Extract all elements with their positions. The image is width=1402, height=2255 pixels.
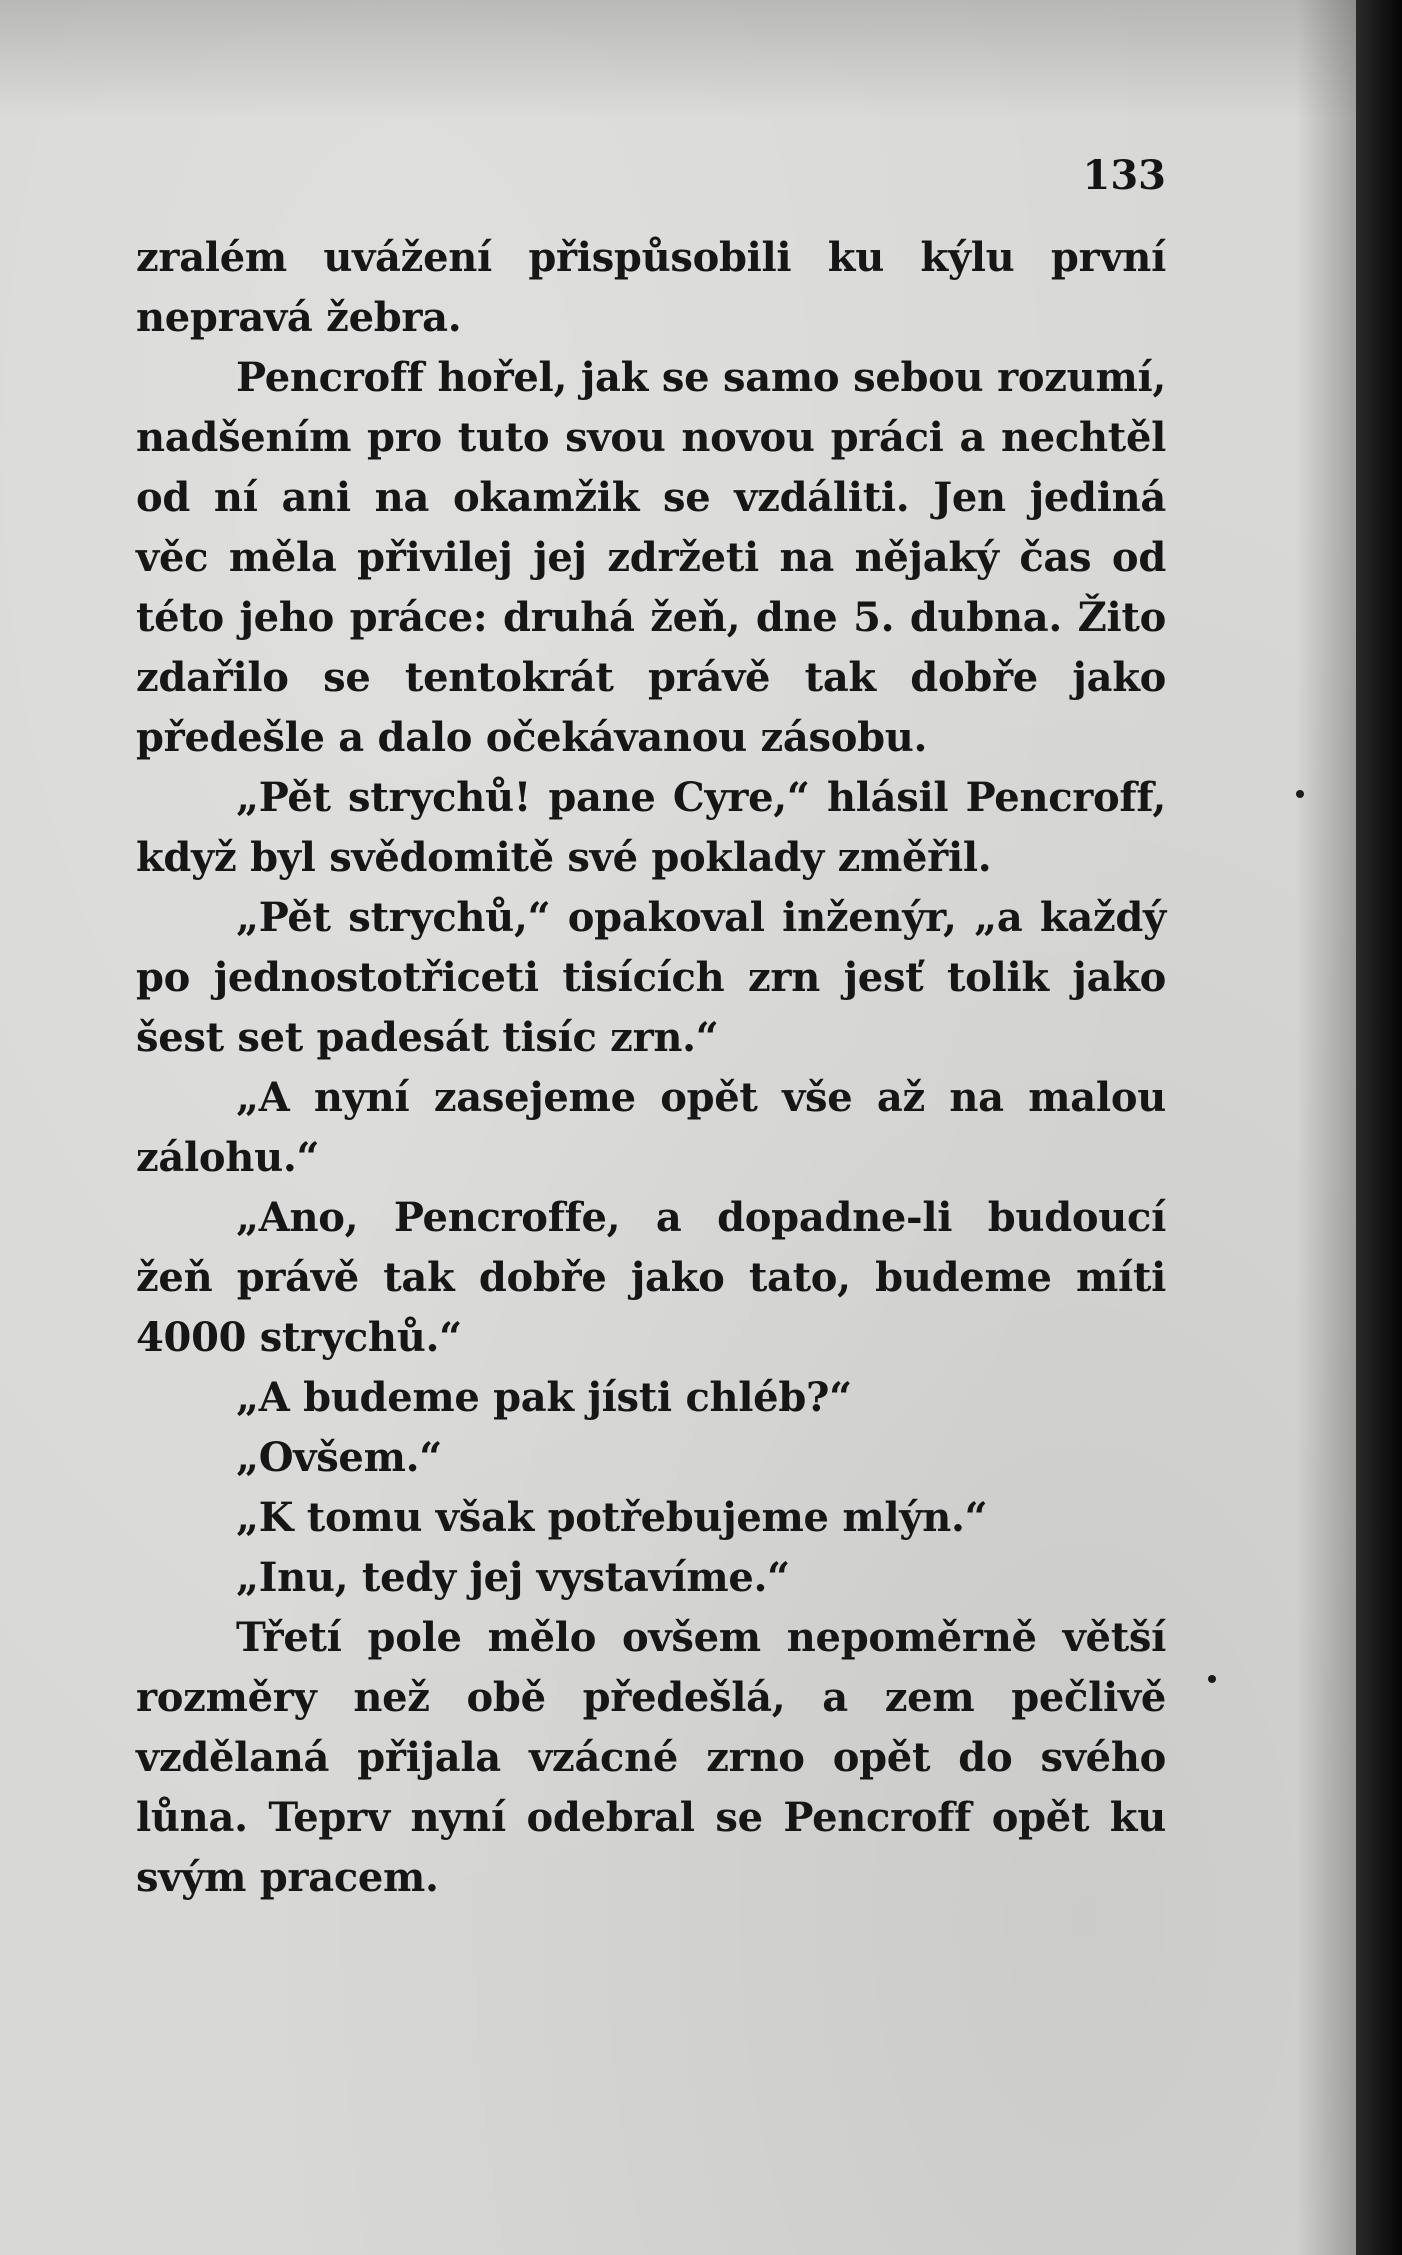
ink-speck	[1296, 790, 1304, 798]
paragraph: „A budeme pak jísti chléb?“	[236, 1374, 852, 1421]
paragraph: „Ano, Pencroffe, a dopadne-li budoucí žeň právě tak dobře jako tato, budeme míti 4000 strychů.“	[136, 1194, 1166, 1361]
paragraph: Pencroff hořel, jak se samo sebou rozumí, nadšením pro tuto svou novou práci a nechtěl od ní ani na okamžik se vzdáliti. Jen jediná věc měla přivilej jej zdržeti na nějaký čas od této jeho práce: druhá žeň, dne 5. dubna. Žito zdařilo se tentokrát právě tak dobře jako předešle a dalo očekávanou zásobu.	[136, 354, 1166, 761]
body-text	[136, 228, 1166, 1908]
paragraph: „K tomu však potřebujeme mlýn.“	[236, 1494, 988, 1541]
paragraph: „Pět strychů! pane Cyre,“ hlásil Pencroff, když byl svědomitě své poklady změřil.	[136, 774, 1166, 881]
page-edge-shadow	[1356, 0, 1402, 2255]
paragraph: „Inu, tedy jej vystavíme.“	[236, 1554, 790, 1601]
paragraph: „Pět strychů,“ opakoval inženýr, „a každý po jednostotřiceti tisících zrn jesť tolik jako šest set padesát tisíc zrn.“	[136, 894, 1166, 1061]
ink-speck	[1208, 1675, 1216, 1683]
paragraph: Třetí pole mělo ovšem nepoměrně větší rozměry než obě předešlá, a zem pečlivě vzdělaná přijala vzácné zrno opět do svého lůna. Teprv nyní odebral se Pencroff opět ku svým pracem.	[136, 1614, 1166, 1901]
paragraph: „A nyní zasejeme opět vše až na malou zálohu.“	[136, 1074, 1166, 1181]
page-number: 133	[1082, 152, 1166, 199]
paragraph: zralém uvážení přispůsobili ku kýlu první nepravá žebra.	[136, 234, 1166, 341]
paragraph: „Ovšem.“	[236, 1434, 442, 1481]
